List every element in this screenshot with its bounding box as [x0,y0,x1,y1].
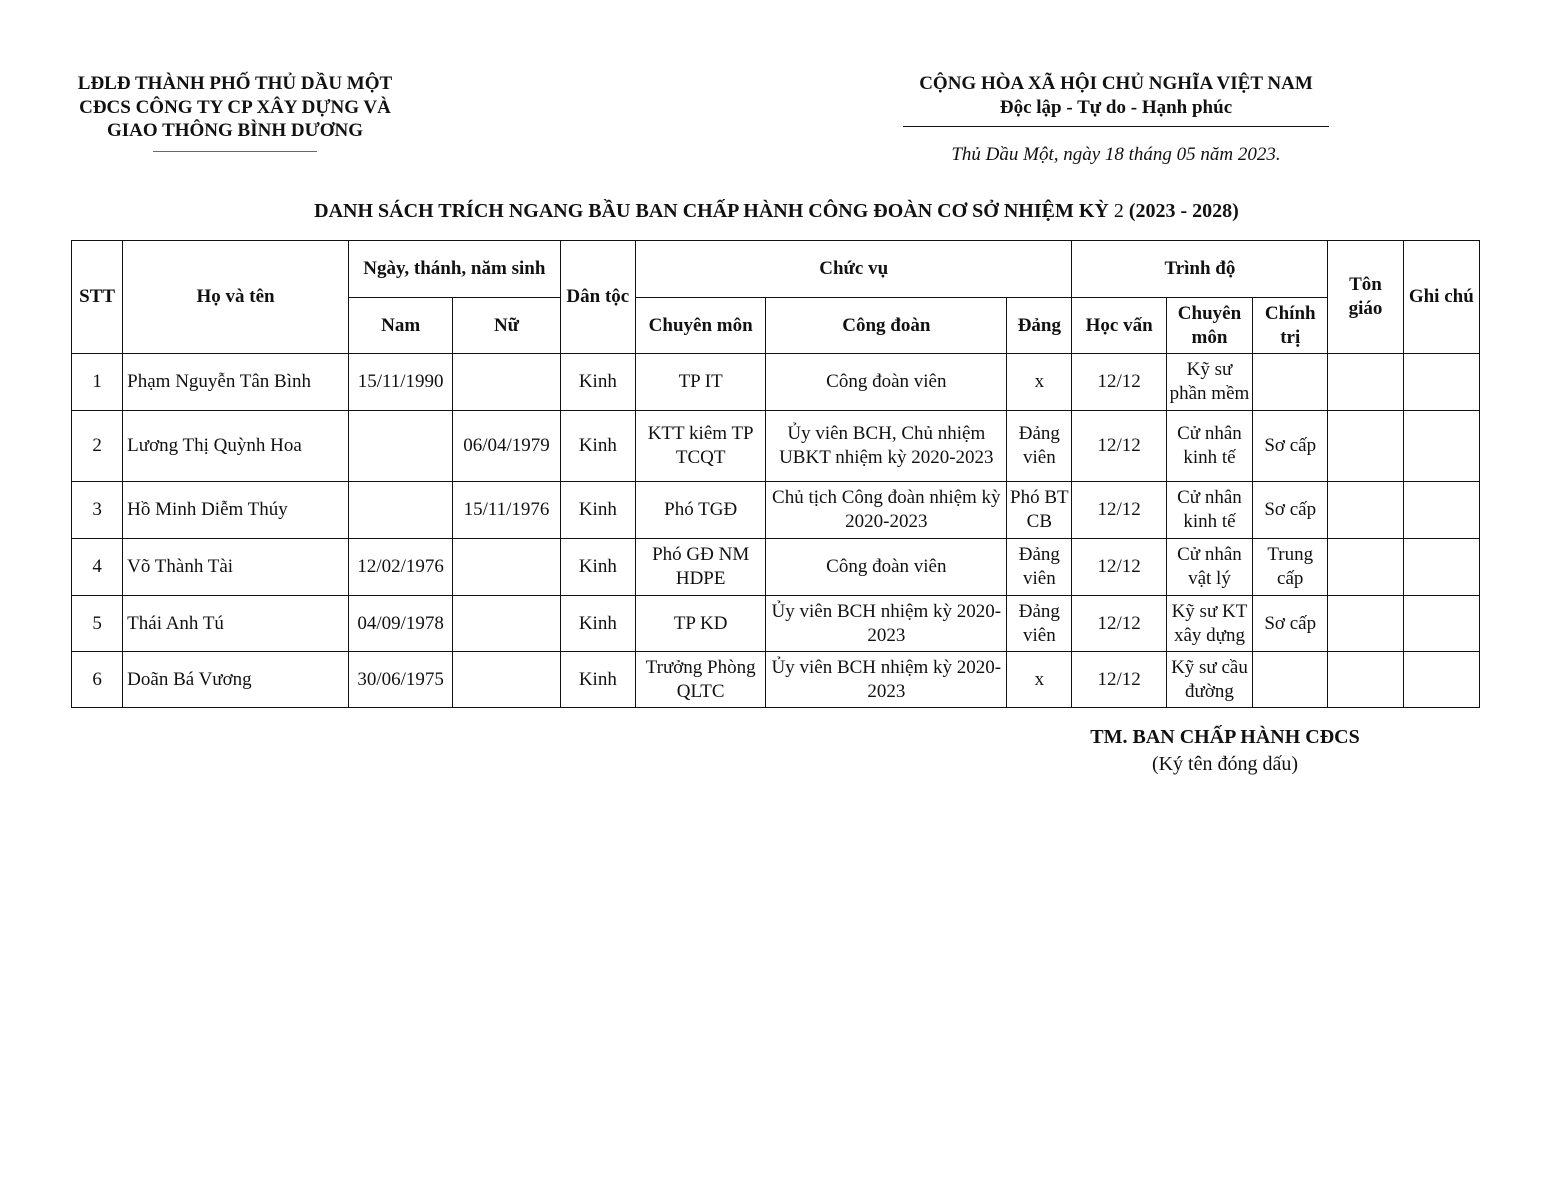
cell-name: Hồ Minh Diễm Thúy [123,482,349,539]
cell-position-party: Đảng viên [1007,411,1072,482]
cell-dob-female [453,354,560,411]
cell-ethnicity: Kinh [560,354,635,411]
cell-education-general: 12/12 [1072,596,1166,652]
header-education-political: Chính trị [1253,298,1328,354]
cell-dob-male: 15/11/1990 [348,354,452,411]
cell-stt: 4 [72,539,123,596]
cell-education-political: Sơ cấp [1253,411,1328,482]
cell-religion [1328,354,1403,411]
national-header [902,72,1330,167]
table-row [72,411,1480,482]
cell-position-professional: TP IT [635,354,765,411]
signature-instruction: (Ký tên đóng dấu) [1151,753,1299,775]
cell-religion [1328,596,1403,652]
header-dob: Ngày, thánh, năm sinh [348,241,560,298]
cell-ethnicity: Kinh [560,539,635,596]
cell-education-general: 12/12 [1072,652,1166,708]
cell-religion [1328,482,1403,539]
cell-note [1403,652,1479,708]
cell-position-union: Ủy viên BCH, Chủ nhiệm UBKT nhiệm kỳ 2020-2023 [766,411,1007,482]
cell-stt: 2 [72,411,123,482]
cell-name: Doãn Bá Vương [123,652,349,708]
cell-education-professional: Kỹ sư cầu đường [1166,652,1252,708]
cell-dob-female [453,596,560,652]
cell-position-union: Chủ tịch Công đoàn nhiệm kỳ 2020-2023 [766,482,1007,539]
motto-underline [903,126,1329,127]
header-position: Chức vụ [635,241,1072,298]
header-position-professional: Chuyên môn [635,298,765,354]
header-name: Họ và tên [123,241,349,354]
cell-religion [1328,539,1403,596]
cell-position-union: Ủy viên BCH nhiệm kỳ 2020-2023 [766,596,1007,652]
cell-position-professional: KTT kiêm TP TCQT [635,411,765,482]
cell-name: Phạm Nguyễn Tân Bình [123,354,349,411]
cell-education-political [1253,354,1328,411]
cell-dob-male: 12/02/1976 [348,539,452,596]
table-row [72,354,1480,411]
cell-dob-male: 30/06/1975 [348,652,452,708]
header-education-professional: Chuyên môn [1166,298,1252,354]
table-row [72,539,1480,596]
cell-dob-male [348,411,452,482]
document-date: Thủ Dầu Một, ngày 18 tháng 05 năm 2023. [951,144,1281,165]
cell-dob-female: 06/04/1979 [453,411,560,482]
header-stt: STT [72,241,123,354]
cell-religion [1328,652,1403,708]
signature-block [1040,724,1410,778]
table-row [72,596,1480,652]
cell-education-political: Sơ cấp [1253,596,1328,652]
cell-note [1403,411,1479,482]
title-period: (2023 - 2028) [1128,200,1239,222]
cell-education-general: 12/12 [1072,354,1166,411]
header-dob-female: Nữ [453,298,560,354]
cell-position-party: Phó BT CB [1007,482,1072,539]
cell-education-professional: Kỹ sư phần mềm [1166,354,1252,411]
cell-dob-male: 04/09/1978 [348,596,452,652]
org-underline [153,151,317,152]
cell-position-party: Đảng viên [1007,596,1072,652]
header-note: Ghi chú [1403,241,1479,354]
cell-education-political [1253,652,1328,708]
cell-position-union: Công đoàn viên [766,354,1007,411]
cell-position-union: Ủy viên BCH nhiệm kỳ 2020-2023 [766,652,1007,708]
cell-position-professional: Trưởng Phòng QLTC [635,652,765,708]
header-position-party: Đảng [1007,298,1072,354]
header-dob-male: Nam [348,298,452,354]
header-position-union: Công đoàn [766,298,1007,354]
cell-stt: 1 [72,354,123,411]
document-title [0,200,1553,223]
cell-education-professional: Cử nhân vật lý [1166,539,1252,596]
national-motto: Độc lập - Tự do - Hạnh phúc [999,97,1233,118]
cell-dob-male [348,482,452,539]
cell-position-party: x [1007,354,1072,411]
cell-education-professional: Cử nhân kinh tế [1166,482,1252,539]
signature-title: TM. BAN CHẤP HÀNH CĐCS [1090,726,1360,748]
cell-education-general: 12/12 [1072,411,1166,482]
cell-stt: 6 [72,652,123,708]
cell-position-professional: Phó GĐ NM HDPE [635,539,765,596]
title-main: DANH SÁCH TRÍCH NGANG BẦU BAN CHẤP HÀNH CÔNG ĐOÀN CƠ SỞ NHIỆM KỲ [314,200,1109,222]
cell-note [1403,596,1479,652]
cell-dob-female [453,652,560,708]
cell-name: Lương Thị Quỳnh Hoa [123,411,349,482]
cell-name: Thái Anh Tú [123,596,349,652]
cell-position-union: Công đoàn viên [766,539,1007,596]
cell-education-professional: Kỹ sư KT xây dựng [1166,596,1252,652]
cell-education-political: Trung cấp [1253,539,1328,596]
header-ethnicity: Dân tộc [560,241,635,354]
org-line-2: CĐCS CÔNG TY CP XÂY DỰNG VÀ [79,96,391,118]
cell-note [1403,539,1479,596]
cell-stt: 5 [72,596,123,652]
cell-dob-female: 15/11/1976 [453,482,560,539]
cell-ethnicity: Kinh [560,411,635,482]
table-row [72,482,1480,539]
org-line-3: GIAO THÔNG BÌNH DƯƠNG [107,120,363,141]
cell-religion [1328,411,1403,482]
national-title: CỘNG HÒA XÃ HỘI CHỦ NGHĨA VIỆT NAM [919,73,1313,94]
cell-note [1403,354,1479,411]
header-row-1 [72,241,1480,298]
org-line-1: LĐLĐ THÀNH PHỐ THỦ DẦU MỘT [77,73,393,94]
table-row [72,652,1480,708]
cell-position-professional: Phó TGĐ [635,482,765,539]
cell-position-party: x [1007,652,1072,708]
cell-position-professional: TP KD [635,596,765,652]
cell-position-party: Đảng viên [1007,539,1072,596]
cell-name: Võ Thành Tài [123,539,349,596]
candidate-table [71,240,1480,708]
cell-education-general: 12/12 [1072,482,1166,539]
header-education-general: Học vấn [1072,298,1166,354]
cell-stt: 3 [72,482,123,539]
cell-note [1403,482,1479,539]
cell-ethnicity: Kinh [560,652,635,708]
cell-ethnicity: Kinh [560,596,635,652]
cell-education-political: Sơ cấp [1253,482,1328,539]
header-education: Trình độ [1072,241,1328,298]
title-term-number: 2 [1113,200,1124,222]
issuing-organization [60,72,410,152]
cell-dob-female [453,539,560,596]
cell-ethnicity: Kinh [560,482,635,539]
cell-education-professional: Cử nhân kinh tế [1166,411,1252,482]
cell-education-general: 12/12 [1072,539,1166,596]
header-religion: Tôn giáo [1328,241,1403,354]
